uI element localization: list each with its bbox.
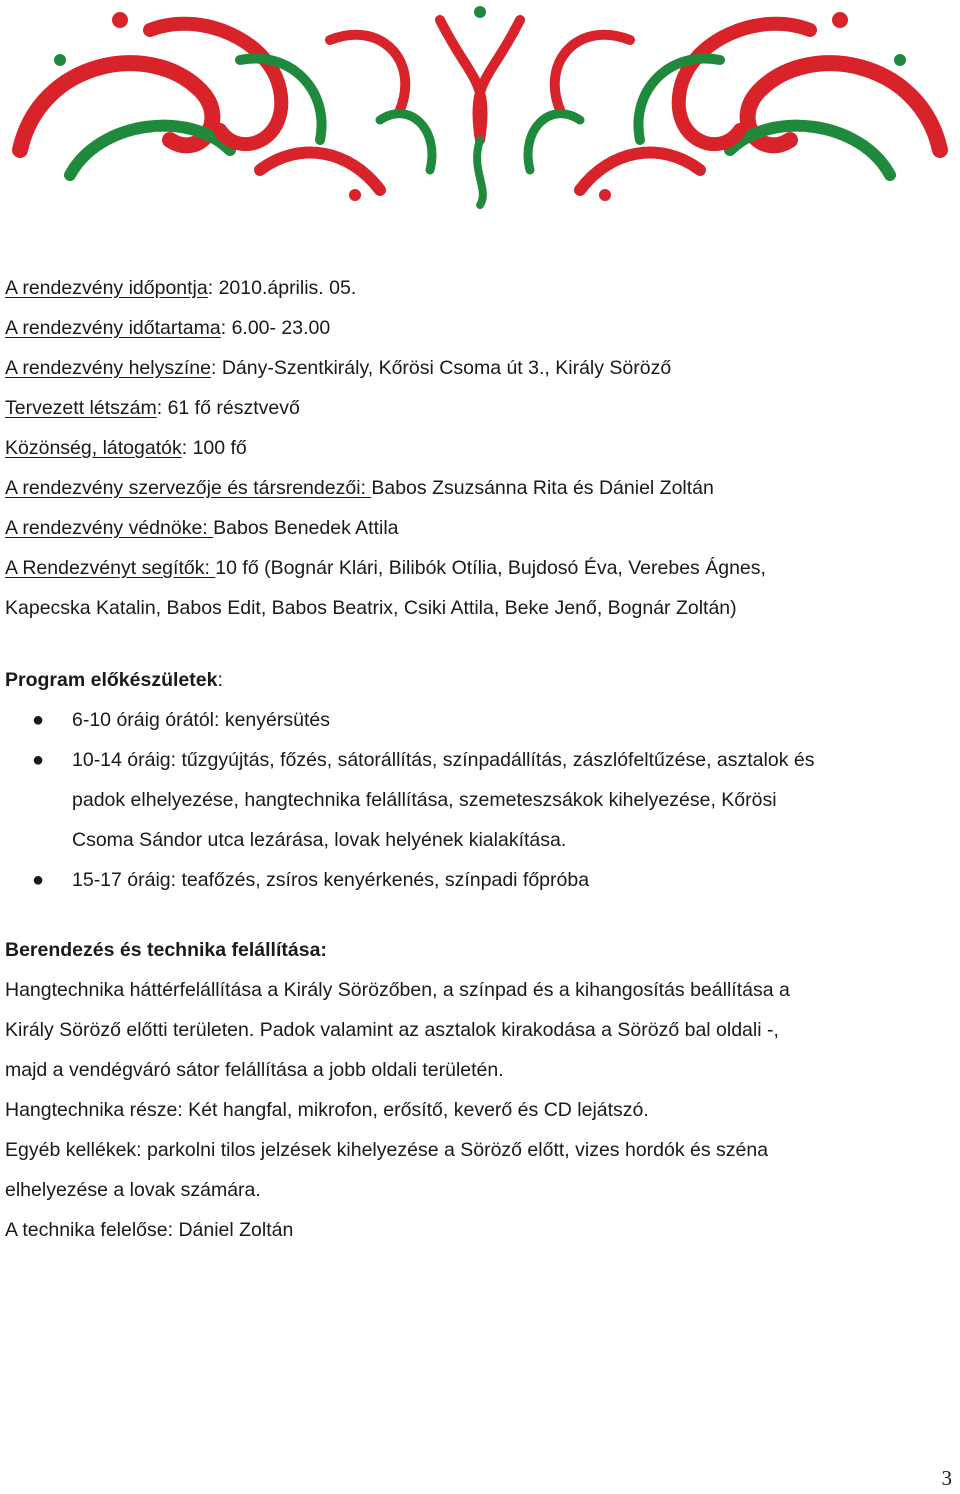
document-body [5,268,955,1250]
info-sep: : [207,277,219,299]
event-info [5,268,955,628]
info-label: A rendezvény helyszíne [5,357,211,379]
info-label: A rendezvény időtartama [5,317,221,339]
info-helpers [5,548,955,588]
info-value: 6.00- 23.00 [231,317,331,339]
info-label: A rendezvény időpontja [5,277,208,299]
info-label: A rendezvény szervezője és társrendezői: [5,477,372,499]
list-item-text: 6-10 óráig órától: kenyérsütés [72,709,330,731]
info-location [5,348,955,388]
info-label: Tervezett létszám [5,397,157,419]
list-item-text: 15-17 óráig: teafőzés, zsíros kenyérkenés, színpadi főpróba [72,869,590,891]
list-item [5,860,955,900]
info-value: 61 fő résztvevő [167,397,300,419]
info-value: 10 fő (Bognár Klári, Bilibók Otília, Bujdosó Éva, Verebes Ágnes, [215,557,766,579]
program-list [5,700,955,900]
paragraph-line: A technika felelőse: Dániel Zoltán [5,1219,294,1241]
info-sep: : [210,357,222,379]
bullet-icon: ● [32,749,45,771]
paragraph-line: Hangtechnika része: Két hangfal, mikrofon, erősítő, keverő és CD lejátszó. [5,1099,649,1121]
program-title [5,660,955,700]
info-label: Közönség, látogatók [5,437,182,459]
folk-ornament-header [0,0,960,215]
program-title-colon: : [217,669,223,691]
list-item [5,740,955,860]
info-audience [5,428,955,468]
info-helpers-continued: Kapecska Katalin, Babos Edit, Babos Beatrix, Csiki Attila, Beke Jenő, Bognár Zoltán) [5,597,737,619]
info-value: Babos Benedek Attila [213,517,399,539]
info-value: 2010.április. 05. [218,277,357,299]
paragraph-line: Király Söröző előtti területen. Padok valamint az asztalok kirakodása a Söröző bal oldali -, [5,1019,779,1041]
page-number: 3 [941,1466,952,1490]
info-value: Babos Zsuzsánna Rita és Dániel Zoltán [371,477,714,499]
paragraph-line: elhelyezése a lovak számára. [5,1179,261,1201]
equipment-text [5,970,955,1250]
bullet-icon: ● [32,869,45,891]
program-title-text: Program előkészületek [5,669,218,691]
info-sep: : [220,317,232,339]
info-sep: : [181,437,193,459]
info-value: 100 fő [192,437,247,459]
info-patron [5,508,955,548]
list-item-text: padok elhelyezése, hangtechnika felállítása, szemeteszsákok kihelyezése, Kőrösi [72,789,777,811]
equipment-title: Berendezés és technika felállítása: [5,939,327,961]
info-label: A Rendezvényt segítők: [5,557,216,579]
list-item-text: Csoma Sándor utca lezárása, lovak helyének kialakítása. [72,829,567,851]
info-organizers [5,468,955,508]
list-item-text: 10-14 óráig: tűzgyújtás, főzés, sátorállítás, színpadállítás, zászlófeltűzése, asztalok és [72,749,815,771]
info-date [5,268,955,308]
paragraph-line: majd a vendégváró sátor felállítása a jobb oldali területén. [5,1059,504,1081]
paragraph-line: Hangtechnika háttérfelállítása a Király Sörözőben, a színpad és a kihangosítás beállítása a [5,979,790,1001]
info-value: Dány-Szentkirály, Kőrösi Csoma út 3., Király Söröző [221,357,672,379]
info-planned-count [5,388,955,428]
info-label: A rendezvény védnöke: [5,517,214,539]
list-item [5,700,955,740]
paragraph-line: Egyéb kellékek: parkolni tilos jelzések kihelyezése a Söröző előtt, vizes hordók és széna [5,1139,769,1161]
info-sep: : [156,397,168,419]
bullet-icon: ● [32,709,45,731]
info-duration [5,308,955,348]
